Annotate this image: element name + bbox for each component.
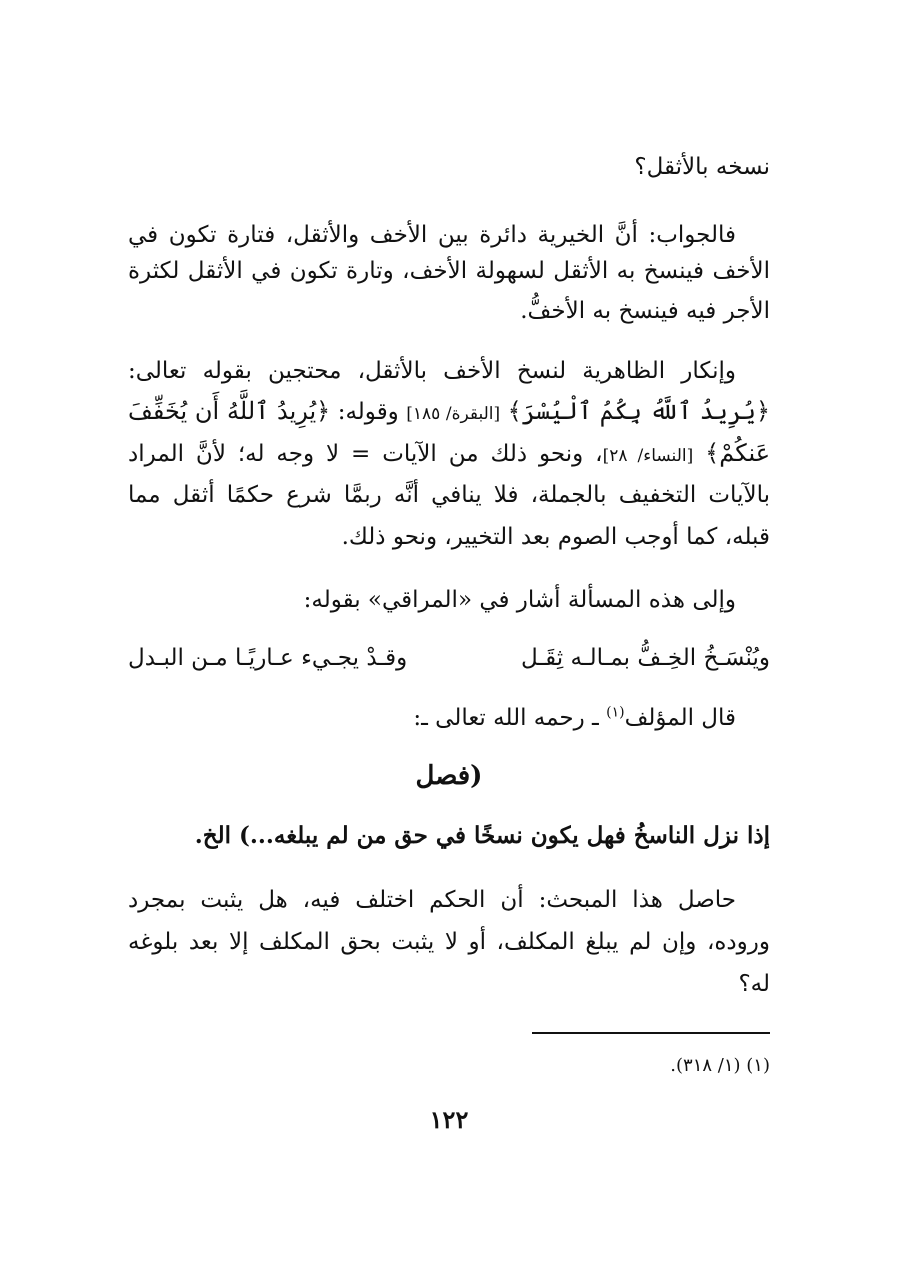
- summary-line-3: له؟: [738, 971, 770, 997]
- zahiri-line-5: قبله، كما أوجب الصوم بعد التخيير، ونحو ذلك.: [341, 524, 770, 550]
- quran-verse-1: ﴿يُرِيدُ ٱللَّهُ بِكُمُ ٱلْيُسْرَ﴾: [507, 397, 771, 425]
- zahiri-line-4: بالآيات التخفيف بالجملة، فلا ينافي أنَّه ربمَّا شرع حكمًا أثقل مما: [128, 482, 770, 508]
- poem-first-hemistich: ويُنْسَـخُ الخِـفُّ بمـالـه ثِقَـل: [521, 645, 770, 671]
- footnote: (١) (١/ ٣١٨).: [670, 1055, 770, 1076]
- verse-reference-2: [النساء/ ٢٨]: [602, 446, 694, 466]
- author-line: [128, 698, 770, 738]
- zahiri-line-3-rest: ، ونحو ذلك من الآيات = لا وجه له؛ لأنَّ المراد: [128, 441, 603, 467]
- book-page: [128, 0, 770, 1271]
- paragraph-continuation-line: نسخه بالأثقل؟: [634, 154, 770, 180]
- zahiri-line-3: [128, 433, 770, 476]
- quran-verse-2-start: ﴿يُرِيدُ ٱللَّهُ أَن يُخَفِّفَ: [128, 397, 331, 425]
- footnote-separator: [532, 1032, 770, 1034]
- maraqi-intro-line: وإلى هذه المسألة أشار في «المراقي» بقوله:: [303, 587, 736, 613]
- summary-line-2: وروده، وإن لم يبلغ المكلف، أو لا يثبت بحق المكلف إلا بعد بلوغه: [128, 929, 770, 955]
- answer-line-1: فالجواب: أنَّ الخيرية دائرة بين الأخف والأثقل، فتارة تكون في: [128, 222, 736, 248]
- matn-text: إذا نزل الناسخُ فهل يكون نسخًا في حق من لم يبلغه...) الخ.: [194, 822, 770, 849]
- quran-verse-2-end: عَنكُمْ﴾: [705, 439, 771, 467]
- zahiri-line-1: وإنكار الظاهرية لنسخ الأخف بالأثقل، محتجين بقوله تعالى:: [128, 358, 736, 384]
- answer-line-2: الأخف فينسخ به الأثقل لسهولة الأخف، وتارة تكون في الأثقل لكثرة: [128, 258, 770, 284]
- zahiri-line-2: [128, 391, 770, 434]
- verse-reference-1: [البقرة/ ١٨٥]: [406, 404, 501, 424]
- summary-line-1: حاصل هذا المبحث: أن الحكم اختلف فيه، هل يثبت بمجرد: [128, 887, 736, 913]
- answer-line-3: الأجر فيه فينسخ به الأخفُّ.: [520, 298, 770, 324]
- connector-text: وقوله:: [337, 399, 399, 425]
- page-number: ١٢٢: [429, 1105, 469, 1134]
- poem-second-hemistich: وقـدْ يجـيء عـاريًـا مـن البـدل: [128, 645, 408, 671]
- author-line-suffix: ـ رحمه الله تعالى ـ:: [413, 705, 607, 731]
- footnote-mark: (١): [606, 704, 625, 721]
- author-line-text: قال المؤلف: [624, 705, 736, 731]
- section-heading: (فصل: [415, 761, 483, 791]
